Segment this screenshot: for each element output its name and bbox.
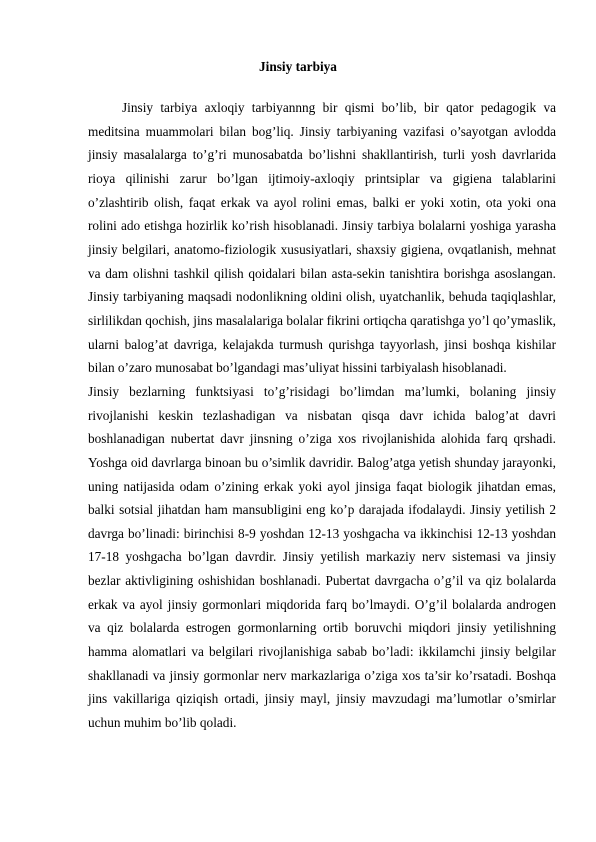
paragraph-puberty: Jinsiy bezlarning funktsiyasi to’g’risidagi bo’limdan ma’lumki, bolaning jinsiy rivojlanishi keskin tezlashadigan va nisbatan qisqa davr ichida balog’at davri boshlanadigan nubertat davr jinsning o’ziga xos rivojlanishida alohida farq qrshadi. Yoshga oid davrlarga binoan bu o’simlik davridir. Balog’atga yetish shunday jarayonki, uning natijasida odam o’zining erkak yoki ayol jinsiga faqat biologik jihatdan emas, balki sotsial jihatdan ham mansubligini eng ko’p darajada ifodalaydi. Jinsiy yetilish 2 davrga bo’linadi: birinchisi 8-9 yoshdan 12-13 yoshgacha va ikkinchisi 12-13 yoshdan 17-18 yoshgacha bo’lgan davrdir. Jinsiy yetilish markaziy nerv sistemasi va jinsiy bezlar aktivligining oshishidan boshlanadi. Pubertat davrgacha o’g’il va qiz bolalarda erkak va ayol jinsiy gormonlari miqdorida farq bo’lmaydi. O’g’il bolalarda androgen va qiz bolalarda estrogen gormonlarning ortib boruvchi miqdori jinsiy yetilishning hamma alomatlari va belgilari rivojlanishiga sabab bo’ladi: ikkilamchi jinsiy belgilar shakllanadi va jinsiy gormonlar nerv markazlariga o’ziga xos ta’sir ko’rsatadi. Boshqa jins vakillariga qiziqish ortadi, jinsiy mayl, jinsiy mavzudagi ma’lumotlar o’smirlar uchun muhim bo’lib qoladi. bbox=[88, 383, 556, 731]
document-body bbox=[88, 96, 556, 735]
paragraph-intro: Jinsiy tarbiya axloqiy tarbiyannng bir qismi bo’lib, bir qator pedagogik va meditsina muammolari bilan bog’liq. Jinsiy tarbiyaning vazifasi o’sayotgan avlodda jinsiy masalalarga to’g’ri munosabatda bo’lishni shakllantirish, turli yosh davrlarida rioya qilinishi zarur bo’lgan ijtimoiy-axloqiy printsiplar va gigiena talablarini o’zlashtirib olish, faqat erkak va ayol rolini emas, balki er yoki xotin, ota yoki ona rolini ado etishga hozirlik ko’rish hisoblanadi. Jinsiy tarbiya bolalarni yoshiga yarasha jinsiy belgilari, anatomo-fiziologik xususiyatlari, shaxsiy gigiena, ovqatlanish, mehnat va dam olishni tashkil qilish qoidalari bilan asta-sekin tanishtira borishga asoslangan. Jinsiy tarbiyaning maqsadi nodonlikning oldini olish, uyatchanlik, behuda taqiqlashlar, sirlilikdan qochish, jins masalalariga bolalar fikrini ortiqcha qaratishga yo’l qo’ymaslik, ularni balog’at davriga, kelajakda turmush qurishga tayyorlash, jinsi boshqa kishilar bilan o’zaro munosabat bo’lgandagi mas’uliyat hissini tarbiyalash hisoblanadi. bbox=[88, 100, 556, 376]
page-title: Jinsiy tarbiya bbox=[259, 59, 337, 74]
